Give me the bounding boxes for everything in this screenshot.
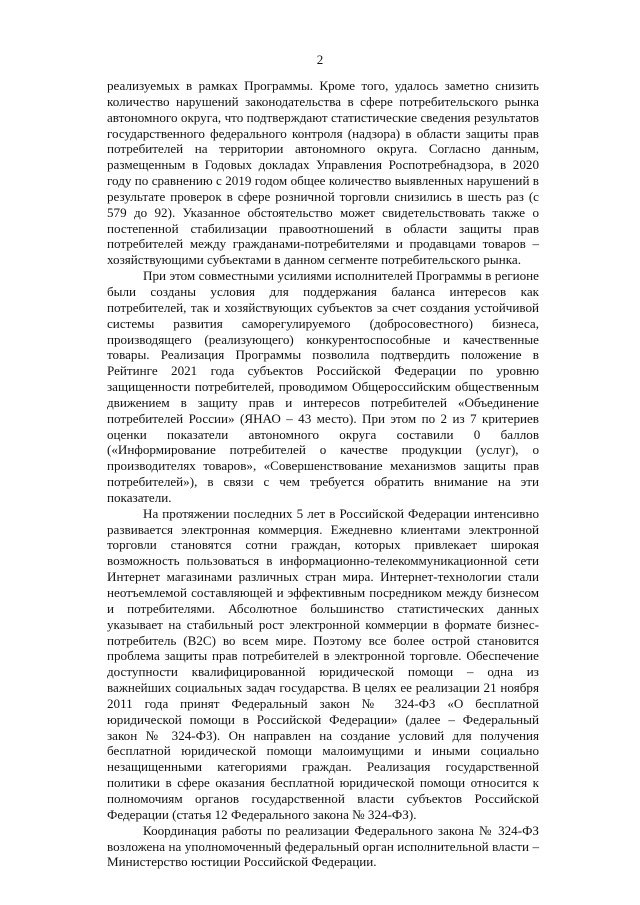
paragraph-1: реализуемых в рамках Программы. Кроме того, удалось заметно снизить количество нарушений законодательства в сфере потребительского рынка автономного округа, что подтверждают статистические сведения результатов государственного федерального контроля (надзора) в области защиты прав потребителей на территории автономного округа. Согласно данным, размещенным в Годовых докладах Управления Роспотребнадзора, в 2020 году по сравнению с 2019 годом общее количество выявленных нарушений в результате проверок в сфере розничной торговли снизились в шесть раз (с 579 до 92). Указанное обстоятельство может свидетельствовать также о постепенной стабилизации правоотношений в области защиты прав потребителей между гражданами-потребителями и продавцами товаров – хозяйствующими субъектами в данном сегменте потребительского рынка. xyxy=(107,78,539,268)
page-number: 2 xyxy=(316,52,324,67)
document-body xyxy=(107,78,539,870)
paragraph-3: На протяжении последних 5 лет в Российской Федерации интенсивно развивается электронная коммерция. Ежедневно клиентами электронной торговли становятся сотни граждан, которых привлекает широкая возможность пользоваться в информационно-телекоммуникационной сети Интернет магазинами различных стран мира. Интернет-технологии стали неотъемлемой составляющей и эффективным посредником между бизнесом и потребителями. Абсолютное большинство статистических данных указывает на стабильный рост электронной коммерции в формате бизнес-потребитель (B2C) во всем мире. Поэтому все более острой становится проблема защиты прав потребителей в электронной торговле. Обеспечение доступности квалифицированной юридической помощи – одна из важнейших социальных задач государства. В целях ее реализации 21 ноября 2011 года принят Федеральный закон № 324-ФЗ «О бесплатной юридической помощи в Российской Федерации» (далее – Федеральный закон № 324-ФЗ). Он направлен на создание условий для получения бесплатной юридической помощи малоимущими и иными социально незащищенными категориями граждан. Реализация государственной политики в сфере оказания бесплатной юридической помощи относится к полномочиям органов государственной власти субъектов Российской Федерации (статья 12 Федерального закона № 324-ФЗ). xyxy=(107,505,539,822)
paragraph-2: При этом совместными усилиями исполнителей Программы в регионе были созданы условия для поддержания баланса интересов как потребителей, так и хозяйствующих субъектов за счет создания устойчивой системы развития саморегулируемого (добросовестного) бизнеса, производящего (реализующего) конкурентоспособные и качественные товары. Реализация Программы позволила подтвердить положение в Рейтинге 2021 года субъектов Российской Федерации по уровню защищенности потребителей, проводимом Общероссийским общественным движением в защиту прав и интересов потребителей «Объединение потребителей России» (ЯНАО – 43 место). При этом по 2 из 7 критериев оценки показатели автономного округа составили 0 баллов («Информирование потребителей о качестве продукции (услуг), о производителях товаров», «Совершенствование механизмов защиты прав потребителей»), в связи с чем требуется обратить внимание на эти показатели. xyxy=(107,268,539,505)
paragraph-4: Координация работы по реализации Федерального закона № 324-ФЗ возложена на уполномоченный федеральный орган исполнительной власти – Министерство юстиции Российской Федерации. xyxy=(107,822,539,870)
